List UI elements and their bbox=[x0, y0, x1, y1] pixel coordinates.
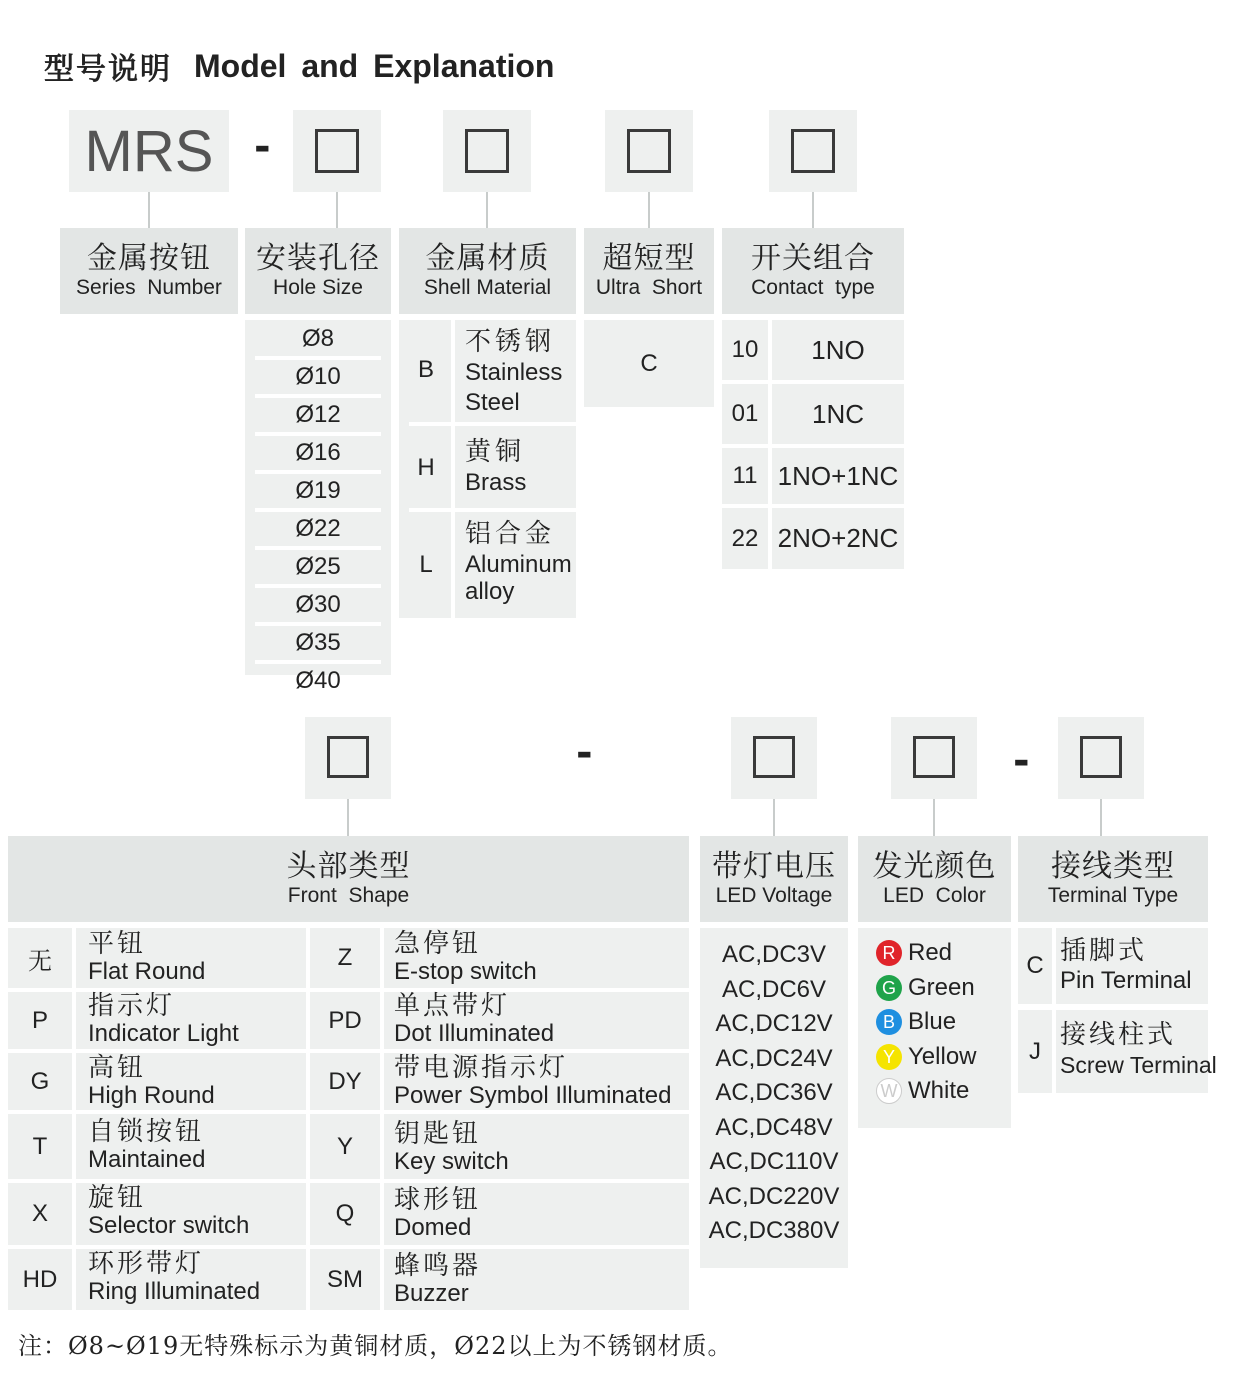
contact-code-square bbox=[791, 129, 835, 173]
color-code-square bbox=[913, 736, 955, 778]
front-zh-label: 自锁按钮 bbox=[88, 1117, 205, 1147]
front-zh-label: 蜂鸣器 bbox=[394, 1251, 482, 1281]
material-code: L bbox=[419, 551, 433, 578]
voltage-item: AC,DC110V bbox=[709, 1148, 839, 1176]
hole-size-item: Ø22 bbox=[255, 512, 381, 550]
front-en-label: Buzzer bbox=[394, 1280, 469, 1307]
front-zh-label: 平钮 bbox=[88, 929, 147, 959]
title-zh: 型号说明 bbox=[44, 52, 172, 87]
front-en-label: E-stop switch bbox=[394, 958, 537, 985]
color-zh: 发光颜色 bbox=[872, 849, 997, 884]
hole-en: Hole Size bbox=[273, 276, 363, 299]
series-header bbox=[60, 228, 238, 314]
front-desc bbox=[394, 992, 554, 1048]
material-en2: Steel bbox=[465, 389, 520, 416]
terminal-en-label: Pin Terminal bbox=[1060, 967, 1192, 994]
color-label: Green bbox=[908, 973, 975, 1001]
front-code-square bbox=[327, 736, 369, 778]
hole-size-item: Ø35 bbox=[255, 626, 381, 664]
color-label: Yellow bbox=[908, 1042, 977, 1070]
green-dot-icon: G bbox=[876, 975, 902, 1001]
material-en1: Aluminum bbox=[465, 551, 572, 578]
page-title bbox=[44, 44, 554, 88]
terminal-en-label: Screw Terminal bbox=[1060, 1052, 1217, 1078]
voltage-zh: 带灯电压 bbox=[712, 849, 836, 884]
terminal-en: Terminal Type bbox=[1047, 884, 1179, 907]
contact-code: 11 bbox=[722, 448, 768, 504]
voltage-item: AC,DC380V bbox=[708, 1217, 840, 1245]
front-zh-label: 环形带灯 bbox=[88, 1249, 205, 1279]
ultra-code-square bbox=[627, 129, 671, 173]
material-divider bbox=[451, 426, 455, 510]
contact-code: 10 bbox=[722, 320, 768, 380]
contact-code: 01 bbox=[722, 384, 768, 444]
material-desc bbox=[465, 436, 526, 498]
voltage-item: AC,DC3V bbox=[721, 941, 827, 969]
terminal-zh: 接线类型 bbox=[1051, 849, 1175, 884]
voltage-en: LED Voltage bbox=[715, 884, 833, 907]
color-list bbox=[858, 928, 1011, 1128]
front-en-label: High Round bbox=[88, 1082, 215, 1109]
prefix-box bbox=[69, 110, 229, 192]
material-desc bbox=[465, 326, 562, 418]
material-divider bbox=[451, 512, 455, 618]
front-en-label: Domed bbox=[394, 1214, 472, 1241]
footnote: 注：Ø8~Ø19无特殊标示为黄铜材质，Ø22以上为不锈钢材质。 bbox=[18, 1332, 733, 1360]
contact-list bbox=[722, 320, 904, 569]
voltage-item: AC,DC6V bbox=[721, 975, 827, 1003]
color-item bbox=[876, 1040, 1011, 1075]
front-desc bbox=[394, 1252, 481, 1308]
front-en-label: Dot Illuminated bbox=[394, 1020, 555, 1047]
terminal-zh-label: 接线柱式 bbox=[1060, 1020, 1177, 1050]
contact-header bbox=[722, 228, 904, 314]
material-desc bbox=[465, 518, 572, 604]
front-zh-label: 指示灯 bbox=[88, 991, 176, 1021]
dash-3: - bbox=[1013, 738, 1030, 784]
series-en: Series Number bbox=[76, 276, 222, 299]
front-code: Z bbox=[337, 944, 353, 971]
color-item bbox=[876, 971, 1011, 1006]
terminal-desc bbox=[1056, 928, 1208, 1004]
terminal-header bbox=[1018, 836, 1208, 922]
dash-1: - bbox=[254, 124, 271, 170]
dash-2: - bbox=[576, 730, 593, 776]
front-desc bbox=[394, 1186, 481, 1242]
connector-line bbox=[812, 192, 814, 228]
front-desc bbox=[88, 1118, 205, 1174]
terminal-code: J bbox=[1018, 1010, 1052, 1093]
front-desc bbox=[394, 930, 537, 986]
material-en: Shell Material bbox=[423, 276, 552, 299]
material-code: H bbox=[417, 454, 435, 481]
voltage-item: AC,DC220V bbox=[708, 1182, 840, 1210]
voltage-header bbox=[700, 836, 848, 922]
material-zh: 铝合金 bbox=[465, 519, 556, 549]
front-en-label: Selector switch bbox=[88, 1212, 250, 1239]
material-row bbox=[399, 512, 576, 618]
front-zh-label: 高钮 bbox=[88, 1053, 147, 1083]
material-en2: alloy bbox=[465, 578, 515, 605]
hole-size-item: Ø12 bbox=[255, 398, 381, 436]
material-code-square bbox=[465, 129, 509, 173]
front-header bbox=[8, 836, 689, 922]
ultra-zh: 超短型 bbox=[602, 241, 696, 276]
front-code: G bbox=[30, 1067, 50, 1095]
blue-dot-icon: B bbox=[876, 1009, 902, 1035]
color-label: White bbox=[908, 1077, 970, 1105]
front-code: SM bbox=[327, 1265, 363, 1293]
material-en1: Stainless bbox=[465, 359, 563, 386]
front-en-label: Power Symbol Illuminated bbox=[394, 1082, 672, 1109]
voltage-item: AC,DC48V bbox=[715, 1113, 833, 1141]
front-en-label: Key switch bbox=[394, 1148, 509, 1175]
contact-label: 2NO+2NC bbox=[772, 508, 904, 569]
series-zh: 金属按钮 bbox=[87, 241, 211, 276]
front-shape-table bbox=[8, 928, 689, 1310]
material-zh: 金属材质 bbox=[425, 241, 550, 276]
white-dot-icon: W bbox=[876, 1078, 902, 1104]
front-zh-label: 急停钮 bbox=[394, 929, 482, 959]
hole-size-item: Ø40 bbox=[295, 667, 341, 694]
front-desc bbox=[394, 1120, 509, 1176]
contact-label: 1NO+1NC bbox=[772, 448, 904, 504]
front-code: X bbox=[31, 1200, 48, 1227]
connector-line bbox=[148, 192, 150, 228]
front-zh-label: 单点带灯 bbox=[394, 991, 511, 1021]
front-desc bbox=[88, 992, 239, 1048]
hole-size-item: Ø10 bbox=[255, 360, 381, 398]
hole-zh: 安装孔径 bbox=[256, 241, 380, 276]
front-code: PD bbox=[328, 1006, 362, 1034]
color-label: Red bbox=[908, 939, 953, 967]
contact-zh: 开关组合 bbox=[751, 241, 875, 276]
front-en-label: Ring Illuminated bbox=[88, 1278, 261, 1305]
color-item bbox=[876, 1005, 1011, 1040]
hole-header bbox=[245, 228, 391, 314]
yellow-dot-icon: Y bbox=[876, 1044, 902, 1070]
front-desc bbox=[88, 1184, 249, 1240]
front-desc bbox=[88, 1250, 260, 1306]
hole-size-item: Ø30 bbox=[255, 588, 381, 626]
front-en-label: Maintained bbox=[88, 1146, 206, 1173]
front-en-label: Flat Round bbox=[88, 958, 206, 985]
hole-size-list bbox=[245, 320, 391, 694]
terminal-zh-label: 插脚式 bbox=[1060, 936, 1148, 966]
terminal-list bbox=[1018, 928, 1217, 1093]
connector-line bbox=[347, 799, 349, 836]
contact-label: 1NO bbox=[772, 320, 904, 380]
front-code: HD bbox=[22, 1265, 58, 1293]
material-zh: 不锈钢 bbox=[465, 327, 556, 357]
front-zh-label: 钥匙钮 bbox=[394, 1119, 482, 1149]
front-zh-label: 带电源指示灯 bbox=[394, 1053, 569, 1083]
contact-label: 1NC bbox=[772, 384, 904, 444]
connector-line bbox=[933, 799, 935, 836]
hole-size-item: Ø25 bbox=[255, 550, 381, 588]
voltage-item: AC,DC24V bbox=[715, 1044, 833, 1072]
color-item bbox=[876, 1074, 1011, 1109]
ultra-en: Ultra Short bbox=[595, 276, 703, 299]
front-zh-label: 旋钮 bbox=[88, 1183, 147, 1213]
color-header bbox=[858, 836, 1011, 922]
color-en: LED Color bbox=[883, 884, 986, 907]
contact-code: 22 bbox=[722, 508, 768, 569]
hole-size-item: Ø16 bbox=[255, 436, 381, 474]
terminal-code-square bbox=[1080, 736, 1122, 778]
front-en-label: Indicator Light bbox=[88, 1020, 239, 1047]
ultra-code: C bbox=[584, 320, 714, 407]
terminal-code: C bbox=[1018, 928, 1052, 1004]
front-code: 无 bbox=[28, 947, 52, 975]
terminal-desc bbox=[1056, 1010, 1217, 1093]
connector-line bbox=[336, 192, 338, 228]
front-code: Y bbox=[336, 1132, 353, 1160]
connector-line bbox=[648, 192, 650, 228]
material-divider bbox=[451, 320, 455, 424]
voltage-item: AC,DC12V bbox=[715, 1010, 833, 1038]
hole-size-item: Ø19 bbox=[255, 474, 381, 512]
front-zh-label: 球形钮 bbox=[394, 1185, 482, 1215]
material-row bbox=[399, 426, 576, 510]
table-divider bbox=[380, 928, 384, 1310]
color-item bbox=[876, 936, 1011, 971]
prefix-text: MRS bbox=[84, 118, 214, 184]
title-en: Model and Explanation bbox=[194, 47, 555, 84]
material-list bbox=[399, 320, 576, 618]
material-zh: 黄铜 bbox=[465, 437, 526, 467]
color-label: Blue bbox=[908, 1008, 957, 1036]
front-desc bbox=[88, 930, 205, 986]
voltage-list bbox=[700, 928, 848, 1268]
front-code: P bbox=[31, 1006, 48, 1034]
connector-line bbox=[1100, 799, 1102, 836]
front-code: Q bbox=[335, 1200, 355, 1227]
connector-line bbox=[486, 192, 488, 228]
voltage-item: AC,DC36V bbox=[715, 1079, 833, 1107]
front-code: DY bbox=[328, 1067, 362, 1095]
hole-size-item: Ø8 bbox=[255, 322, 381, 360]
connector-line bbox=[773, 799, 775, 836]
material-header bbox=[399, 228, 576, 314]
material-code: B bbox=[417, 356, 434, 383]
contact-en: Contact type bbox=[751, 276, 875, 299]
red-dot-icon: R bbox=[876, 940, 902, 966]
material-row bbox=[399, 320, 576, 424]
front-desc bbox=[394, 1054, 671, 1110]
material-en1: Brass bbox=[465, 469, 527, 496]
front-code: T bbox=[32, 1132, 48, 1160]
hole-code-square bbox=[315, 129, 359, 173]
voltage-code-square bbox=[753, 736, 795, 778]
front-desc bbox=[88, 1054, 215, 1110]
front-zh: 头部类型 bbox=[286, 849, 411, 884]
front-en: Front Shape bbox=[287, 884, 410, 907]
ultra-header bbox=[584, 228, 714, 314]
table-divider bbox=[72, 928, 76, 1310]
